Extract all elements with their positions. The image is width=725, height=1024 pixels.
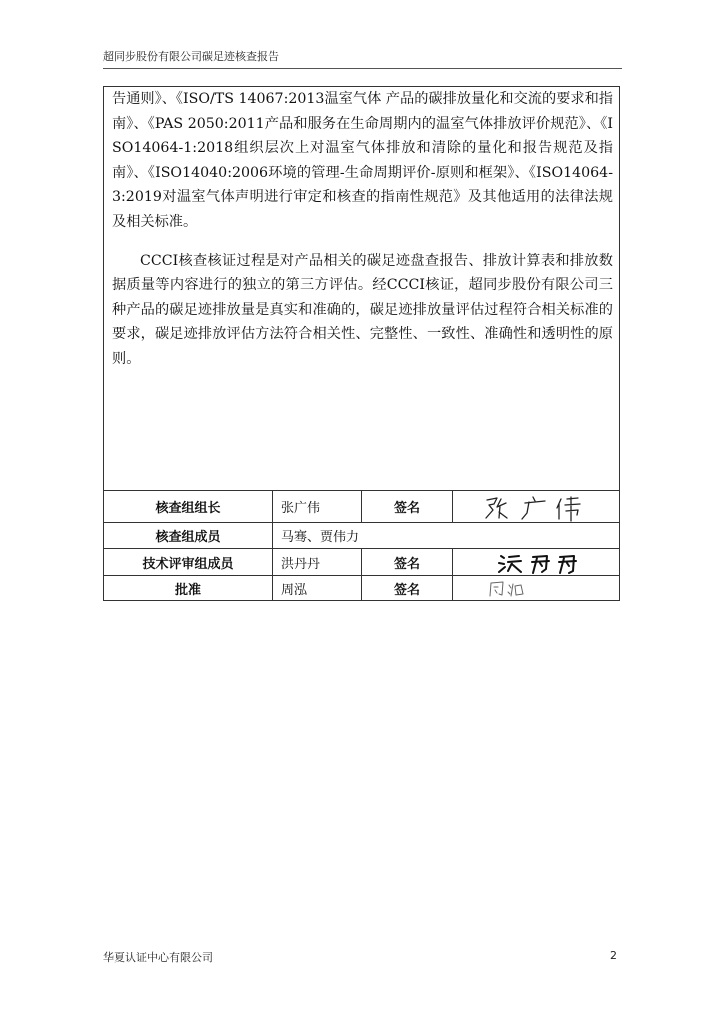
role-cell: 技术评审组成员 <box>104 549 273 576</box>
signature-image <box>453 549 657 576</box>
signature-cell <box>453 491 620 523</box>
name-cell: 马骞、贾伟力 <box>273 523 620 549</box>
role-cell: 核查组组长 <box>104 491 273 523</box>
header-rule <box>103 68 622 69</box>
table-row <box>104 576 620 601</box>
signature-cell <box>453 576 620 601</box>
role-cell: 核查组成员 <box>104 523 273 549</box>
sign-label: 签名 <box>362 549 453 576</box>
signature-cell <box>453 549 620 576</box>
content-box <box>103 86 620 490</box>
table-row <box>104 549 620 576</box>
page-number: 2 <box>610 949 617 962</box>
signature-table <box>103 490 620 601</box>
name-cell: 洪丹丹 <box>273 549 362 576</box>
sign-label: 签名 <box>362 576 453 601</box>
role-cell: 批准 <box>104 576 273 601</box>
table-row <box>104 491 620 523</box>
paragraph-conclusion: CCCI核查核证过程是对产品相关的碳足迹盘查报告、排放计算表和排放数据质量等内容进行的独立的第三方评估。经CCCI核证，超同步股份有限公司三种产品的碳足迹排放量是真实和准确的，碳足迹排放量评估过程符合相关标准的要求，碳足迹排放评估方法符合相关性、完整性、一致性、准确性和透明性的原则。 <box>112 252 613 367</box>
signature-image <box>453 491 657 523</box>
table-row <box>104 523 620 549</box>
sign-label: 签名 <box>362 491 453 523</box>
paragraph-standards: 告通则》、《ISO/TS 14067:2013温室气体 产品的碳排放量化和交流的要求和指南》、《PAS 2050:2011产品和服务在生命周期内的温室气体排放评价规范》、《ISO14064-1:2018组织层次上对温室气体排放和清除的量化和报告规范及指南》、《ISO14040:2006环境的管理-生命周期评价-原则和框架》、《ISO14064-3:2019对温室气体声明进行审定和核查的指南性规范》及其他适用的法律法规及相关标准。 <box>112 91 613 230</box>
footer-company: 华夏认证中心有限公司 <box>103 951 213 964</box>
header-title: 超同步股份有限公司碳足迹核查报告 <box>103 50 279 63</box>
name-cell: 周泓 <box>273 576 362 601</box>
name-cell: 张广伟 <box>273 491 362 523</box>
signature-image <box>453 576 657 601</box>
